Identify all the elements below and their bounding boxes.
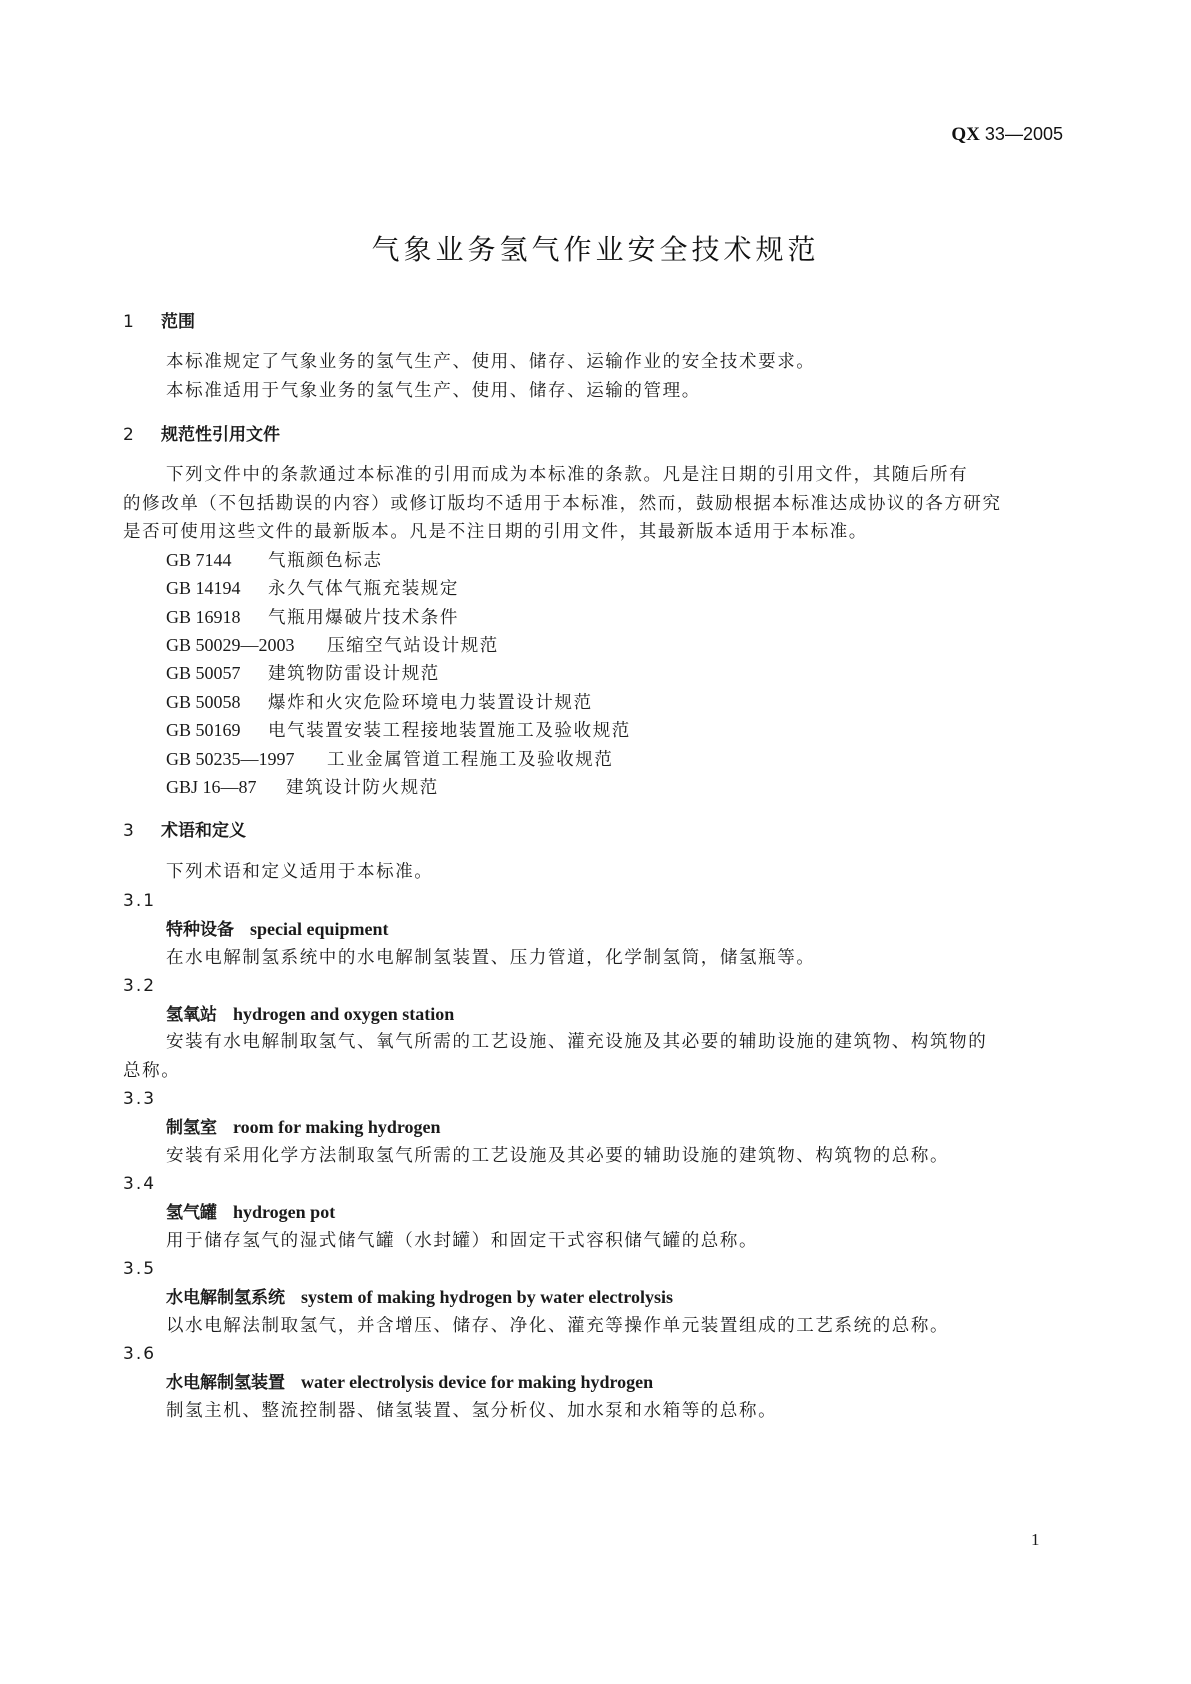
reference-code: GB 50235—1997 <box>166 749 295 769</box>
reference-title: 爆炸和火灾危险环境电力装置设计规范 <box>268 693 593 713</box>
reference-item <box>166 605 459 630</box>
term-heading <box>166 1285 673 1310</box>
reference-item <box>166 633 499 658</box>
term-definition: 制氢主机、整流控制器、储氢装置、氢分析仪、加水泵和水箱等的总称。 <box>166 1401 778 1421</box>
term-definition: 总称。 <box>123 1061 181 1081</box>
reference-item <box>166 747 614 772</box>
standard-code <box>951 124 1063 146</box>
paragraph-line: 下列文件中的条款通过本标准的引用而成为本标准的条款。凡是注日期的引用文件，其随后所有 <box>166 465 969 485</box>
reference-code: GBJ 16—87 <box>166 777 257 797</box>
reference-title: 建筑设计防火规范 <box>286 778 439 798</box>
reference-title: 气瓶颜色标志 <box>268 551 383 571</box>
term-definition: 以水电解法制取氢气，并含增压、储存、净化、灌充等操作单元装置组成的工艺系统的总称。 <box>166 1316 950 1336</box>
term-english: water electrolysis device for making hydrogen <box>301 1372 654 1392</box>
term-definition: 用于储存氢气的湿式储气罐（水封罐）和固定干式容积储气罐的总称。 <box>166 1231 759 1251</box>
section-number: 1 <box>123 312 134 332</box>
reference-code: GB 16918 <box>166 607 241 627</box>
paragraph: 下列术语和定义适用于本标准。 <box>166 862 434 882</box>
reference-item <box>166 775 439 800</box>
reference-item <box>166 690 593 715</box>
page-number: 1 <box>1031 1530 1040 1549</box>
paragraph: 本标准适用于气象业务的氢气生产、使用、储存、运输的管理。 <box>166 381 701 401</box>
term-chinese: 氢气罐 <box>166 1203 217 1223</box>
document-title: 气象业务氢气作业安全技术规范 <box>371 233 820 266</box>
reference-title: 气瓶用爆破片技术条件 <box>268 608 459 628</box>
section-heading-1 <box>123 310 195 334</box>
section-heading-2 <box>123 423 280 447</box>
section-title: 范围 <box>161 312 195 332</box>
reference-code: GB 50169 <box>166 720 241 740</box>
reference-code: GB 7144 <box>166 550 232 570</box>
reference-code: GB 14194 <box>166 578 241 598</box>
term-definition: 安装有水电解制取氢气、氧气所需的工艺设施、灌充设施及其必要的辅助设施的建筑物、构筑物的 <box>166 1032 988 1052</box>
reference-code: GB 50029—2003 <box>166 635 295 655</box>
reference-code: GB 50058 <box>166 692 241 712</box>
term-heading <box>166 1115 441 1140</box>
standard-number: 33—2005 <box>984 124 1063 144</box>
reference-item <box>166 548 383 573</box>
section-number: 3 <box>123 821 134 841</box>
term-heading <box>166 1200 335 1225</box>
reference-code: GB 50057 <box>166 663 241 683</box>
paragraph: 本标准规定了气象业务的氢气生产、使用、储存、运输作业的安全技术要求。 <box>166 352 816 372</box>
term-english: special equipment <box>250 919 389 939</box>
term-chinese: 氢氧站 <box>166 1005 217 1025</box>
term-english: hydrogen and oxygen station <box>233 1004 455 1024</box>
section-heading-3 <box>123 819 246 843</box>
section-number: 2 <box>123 425 134 445</box>
reference-title: 建筑物防雷设计规范 <box>268 664 440 684</box>
term-english: room for making hydrogen <box>233 1117 441 1137</box>
reference-title: 压缩空气站设计规范 <box>327 636 499 656</box>
term-heading <box>166 917 389 942</box>
section-title: 规范性引用文件 <box>161 425 280 445</box>
clause-number: 3.5 <box>123 1259 157 1279</box>
term-heading <box>166 1002 454 1027</box>
clause-number: 3.1 <box>123 891 157 911</box>
reference-title: 永久气体气瓶充装规定 <box>268 579 459 599</box>
reference-item <box>166 576 459 601</box>
section-title: 术语和定义 <box>161 821 246 841</box>
term-chinese: 制氢室 <box>166 1118 217 1138</box>
term-english: system of making hydrogen by water electrolysis <box>301 1287 673 1307</box>
paragraph-line: 是否可使用这些文件的最新版本。凡是不注日期的引用文件，其最新版本适用于本标准。 <box>123 522 868 542</box>
standard-prefix: QX <box>951 124 980 145</box>
term-definition: 在水电解制氢系统中的水电解制氢装置、压力管道，化学制氢筒，储氢瓶等。 <box>166 948 816 968</box>
term-definition: 安装有采用化学方法制取氢气所需的工艺设施及其必要的辅助设施的建筑物、构筑物的总称。 <box>166 1146 950 1166</box>
term-chinese: 特种设备 <box>166 920 234 940</box>
reference-title: 电气装置安装工程接地装置施工及验收规范 <box>268 721 631 741</box>
reference-item <box>166 718 631 743</box>
reference-title: 工业金属管道工程施工及验收规范 <box>327 750 614 770</box>
term-chinese: 水电解制氢装置 <box>166 1373 285 1393</box>
clause-number: 3.3 <box>123 1089 157 1109</box>
term-chinese: 水电解制氢系统 <box>166 1288 285 1308</box>
term-heading <box>166 1370 653 1395</box>
clause-number: 3.2 <box>123 976 157 996</box>
reference-item <box>166 661 440 686</box>
paragraph-line: 的修改单（不包括勘误的内容）或修订版均不适用于本标准，然而，鼓励根据本标准达成协议的各方研究 <box>123 494 1002 514</box>
clause-number: 3.6 <box>123 1344 157 1364</box>
term-english: hydrogen pot <box>233 1202 336 1222</box>
clause-number: 3.4 <box>123 1174 157 1194</box>
